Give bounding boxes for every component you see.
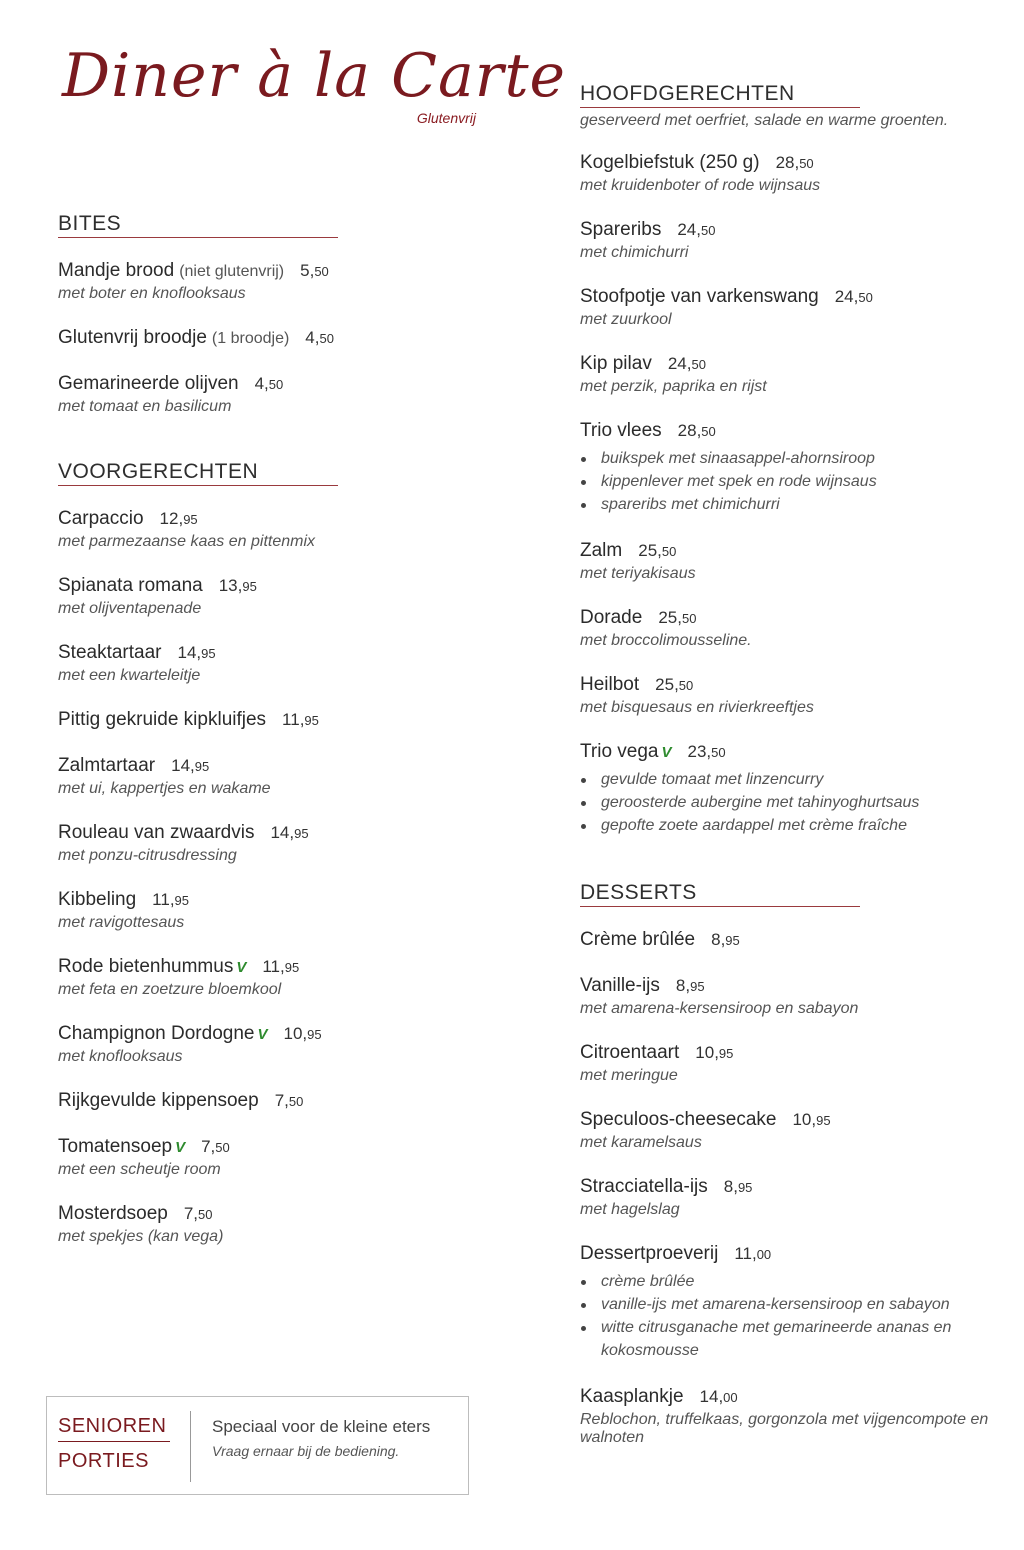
menu-section	[580, 82, 1000, 837]
senior-text-line2: Vraag ernaar bij de bediening.	[212, 1443, 400, 1459]
item-price	[152, 890, 189, 910]
item-name: Steaktartaar	[58, 642, 162, 663]
item-name: Kogelbiefstuk (250 g)	[580, 152, 760, 173]
bullet-item: spareribs met chimichurri	[580, 493, 1000, 516]
item-line	[580, 741, 1000, 763]
bullet-item: buikspek met sinaasappel-ahornsiroop	[580, 447, 1000, 470]
item-description: met kruidenboter of rode wijnsaus	[580, 177, 821, 194]
menu-section	[58, 212, 478, 416]
item-name: Citroentaart	[580, 1042, 680, 1063]
item-name: Mosterdsoep	[58, 1203, 168, 1224]
item-price	[700, 1387, 738, 1407]
price-euros: 7,	[274, 1091, 289, 1110]
price-cents: 95	[201, 646, 216, 661]
item-name: Trio vega	[580, 741, 659, 762]
menu-item	[580, 1042, 1000, 1085]
price-euros: 11,	[152, 890, 175, 909]
price-euros: 7,	[183, 1204, 199, 1223]
item-price	[688, 742, 726, 762]
price-cents: 00	[723, 1390, 738, 1405]
item-line	[58, 260, 478, 282]
item-price	[695, 1043, 733, 1063]
item-description: met een kwarteleitje	[58, 667, 201, 684]
item-name: Champignon Dordogne	[58, 1023, 255, 1044]
price-euros: 13,	[218, 576, 243, 595]
price-cents: 95	[690, 979, 705, 994]
item-description: met ui, kappertjes en wakame	[58, 780, 271, 797]
menu-item	[580, 1109, 1000, 1152]
item-line	[580, 1176, 1000, 1198]
price-cents: 50	[314, 264, 329, 279]
menu-item	[580, 286, 1000, 329]
menu-item	[58, 956, 478, 999]
item-line	[58, 822, 478, 844]
price-euros: 14,	[270, 823, 295, 842]
price-cents: 50	[701, 424, 716, 439]
item-name: Glutenvrij broodje	[58, 327, 207, 348]
senior-label-line2: PORTIES	[58, 1450, 149, 1472]
item-name: Heilbot	[580, 674, 640, 695]
leaf-v-icon: V	[175, 1139, 186, 1156]
menu-item	[58, 508, 478, 551]
price-cents: 50	[319, 331, 334, 346]
item-description: Reblochon, truffelkaas, gorgonzola met vijgencompote en walnoten	[580, 1411, 989, 1446]
item-description: met boter en knoflooksaus	[58, 285, 246, 302]
item-name: Spianata romana	[58, 575, 203, 596]
item-name: Rouleau van zwaardvis	[58, 822, 255, 843]
price-cents: 95	[284, 960, 300, 975]
item-line	[580, 607, 1000, 629]
menu-item	[580, 975, 1000, 1018]
item-name: Carpaccio	[58, 508, 144, 529]
item-price	[184, 1204, 213, 1224]
item-line	[580, 286, 1000, 308]
item-price	[160, 509, 198, 529]
left-column	[58, 212, 478, 1290]
item-line	[580, 420, 1000, 442]
item-line	[580, 975, 1000, 997]
item-list	[580, 929, 1000, 1447]
item-name: Tomatensoep	[58, 1136, 173, 1157]
price-euros: 25,	[655, 675, 679, 694]
item-name: Zalm	[580, 540, 623, 561]
item-note: (1 broodje)	[211, 330, 290, 347]
item-price	[724, 1177, 753, 1197]
item-price	[282, 710, 319, 730]
price-cents: 95	[307, 1027, 322, 1042]
price-cents: 50	[661, 544, 677, 559]
item-price	[678, 421, 716, 441]
item-name: Rode bietenhummus	[58, 956, 234, 977]
price-cents: 95	[174, 893, 190, 908]
item-name: Stracciatella-ijs	[580, 1176, 708, 1197]
price-euros: 10,	[283, 1024, 308, 1043]
item-price	[776, 153, 814, 173]
item-description: met broccolimousseline.	[580, 632, 752, 649]
item-name: Stoofpotje van varkenswang	[580, 286, 819, 307]
item-price	[677, 220, 715, 240]
section-note: geserveerd met oerfriet, salade en warme groenten.	[580, 112, 949, 129]
item-line	[580, 540, 1000, 562]
item-name: Dorade	[580, 607, 643, 628]
item-description: met hagelslag	[580, 1201, 680, 1218]
menu-item	[580, 353, 1000, 396]
price-cents: 50	[198, 1207, 213, 1222]
item-price	[178, 643, 216, 663]
price-euros: 28,	[677, 421, 702, 440]
item-price	[171, 756, 209, 776]
menu-item	[580, 607, 1000, 650]
item-note: (niet glutenvrij)	[179, 263, 285, 280]
item-name: Zalmtartaar	[58, 755, 156, 776]
menu-item	[580, 152, 1000, 195]
price-euros: 24,	[834, 287, 859, 306]
menu-header	[62, 41, 567, 136]
price-euros: 25,	[638, 541, 662, 560]
price-euros: 4,	[254, 374, 269, 393]
price-euros: 12,	[159, 509, 184, 528]
item-price	[255, 374, 284, 394]
menu-item	[58, 755, 478, 798]
item-list	[58, 508, 478, 1246]
price-cents: 95	[816, 1113, 831, 1128]
item-name: Pittig gekruide kipkluifjes	[58, 709, 267, 730]
item-description: met knoflooksaus	[58, 1048, 183, 1065]
senior-text-line1: Speciaal voor de kleine eters	[212, 1417, 431, 1436]
bullet-item: crème brûlée	[580, 1270, 1000, 1293]
item-price	[275, 1091, 304, 1111]
menu-item	[58, 260, 478, 303]
price-cents: 95	[725, 933, 740, 948]
price-euros: 8,	[711, 930, 726, 949]
item-line	[58, 508, 478, 530]
item-price	[262, 957, 299, 977]
price-cents: 50	[288, 1094, 304, 1109]
item-line	[58, 327, 478, 349]
item-line	[58, 755, 478, 777]
item-line	[580, 674, 1000, 696]
price-euros: 14,	[171, 756, 195, 775]
item-price	[283, 1024, 321, 1044]
menu-title: Diner à la Carte	[62, 41, 567, 111]
bullet-item: geroosterde aubergine met tahinyoghurtsaus	[580, 791, 1000, 814]
item-description: met teriyakisaus	[580, 565, 696, 582]
item-line	[580, 353, 1000, 375]
item-description: met karamelsaus	[580, 1134, 702, 1151]
menu-item	[580, 674, 1000, 717]
item-line	[58, 956, 478, 978]
menu-item	[580, 540, 1000, 583]
item-name: Rijkgevulde kippensoep	[58, 1090, 259, 1111]
item-line	[580, 1386, 1000, 1408]
menu-item	[58, 1023, 478, 1066]
item-description: met een scheutje room	[58, 1161, 221, 1178]
menu-item	[580, 1243, 1000, 1362]
item-description: met ravigottesaus	[58, 914, 185, 931]
item-name: Vanille-ijs	[580, 975, 660, 996]
price-cents: 95	[294, 826, 309, 841]
menu-item	[58, 642, 478, 685]
menu-subtitle: Glutenvrij	[416, 110, 476, 126]
item-description: met olijventapenade	[58, 600, 202, 617]
price-cents: 95	[718, 1046, 734, 1061]
item-price	[270, 823, 308, 843]
item-line	[580, 1109, 1000, 1131]
item-description: met perzik, paprika en rijst	[580, 378, 767, 395]
menu-section	[580, 881, 1000, 1447]
item-line	[580, 219, 1000, 241]
price-cents: 95	[242, 579, 257, 594]
item-price	[201, 1137, 230, 1157]
price-euros: 8,	[675, 976, 691, 995]
bullet-item: witte citrusganache met gemarineerde ananas en kokosmousse	[580, 1316, 1000, 1362]
menu-item	[58, 889, 478, 932]
item-name: Kibbeling	[58, 889, 137, 910]
price-euros: 10,	[695, 1043, 719, 1062]
item-price	[734, 1244, 771, 1264]
menu-item	[580, 929, 1000, 951]
bullet-item: vanille-ijs met amarena-kersensiroop en sabayon	[580, 1293, 1000, 1316]
price-euros: 7,	[201, 1137, 216, 1156]
price-euros: 11,	[262, 957, 285, 976]
menu-item	[58, 373, 478, 416]
item-price	[655, 675, 693, 695]
item-bullets	[580, 1270, 1000, 1362]
item-line	[58, 889, 478, 911]
menu-item	[58, 1136, 478, 1179]
item-price	[676, 976, 705, 996]
menu-item	[58, 327, 478, 349]
section-heading: VOORGERECHTEN	[58, 460, 338, 486]
price-euros: 11,	[734, 1244, 757, 1263]
item-list	[58, 260, 478, 416]
item-price	[305, 328, 334, 348]
item-name: Gemarineerde olijven	[58, 373, 239, 394]
item-line	[580, 1042, 1000, 1064]
item-line	[58, 1023, 478, 1045]
menu-item	[58, 1203, 478, 1246]
section-heading: HOOFDGERECHTEN	[580, 82, 860, 108]
item-line	[580, 1243, 1000, 1265]
price-euros: 8,	[723, 1177, 738, 1196]
item-line	[58, 709, 478, 731]
item-price	[835, 287, 873, 307]
menu-item	[58, 575, 478, 618]
price-cents: 50	[691, 357, 706, 372]
item-line	[58, 1203, 478, 1225]
item-description: met ponzu-citrusdressing	[58, 847, 237, 864]
price-cents: 50	[681, 611, 697, 626]
item-description: met meringue	[580, 1067, 678, 1084]
leaf-v-icon: V	[257, 1026, 268, 1043]
price-cents: 50	[215, 1140, 230, 1155]
item-name: Dessertproeverij	[580, 1243, 719, 1264]
item-description: met spekjes (kan vega)	[58, 1228, 224, 1245]
item-name: Speculoos-cheesecake	[580, 1109, 777, 1130]
price-cents: 50	[678, 678, 694, 693]
section-heading: BITES	[58, 212, 338, 238]
item-description: met bisquesaus en rivierkreeftjes	[580, 699, 814, 716]
price-euros: 14,	[177, 643, 202, 662]
menu-section	[58, 460, 478, 1246]
item-description: met zuurkool	[580, 311, 672, 328]
item-name: Kip pilav	[580, 353, 652, 374]
item-price	[711, 930, 740, 950]
section-heading: DESSERTS	[580, 881, 860, 907]
price-cents: 50	[700, 223, 716, 238]
item-line	[580, 152, 1000, 174]
item-price	[668, 354, 706, 374]
price-cents: 50	[799, 156, 814, 171]
price-euros: 24,	[677, 220, 701, 239]
item-name: Spareribs	[580, 219, 662, 240]
item-price	[219, 576, 257, 596]
price-cents: 50	[711, 745, 726, 760]
item-list	[580, 152, 1000, 837]
price-cents: 00	[756, 1247, 772, 1262]
bullet-item: gevulde tomaat met linzencurry	[580, 768, 1000, 791]
menu-item	[580, 219, 1000, 262]
item-line	[58, 373, 478, 395]
item-name: Trio vlees	[580, 420, 662, 441]
item-line	[58, 575, 478, 597]
price-euros: 5,	[300, 261, 315, 280]
price-cents: 95	[737, 1180, 753, 1195]
senior-label-line1: SENIOREN	[58, 1415, 170, 1442]
menu-item	[580, 1176, 1000, 1219]
senior-divider	[190, 1411, 191, 1482]
item-price	[300, 261, 329, 281]
price-euros: 24,	[667, 354, 692, 373]
item-line	[58, 1090, 478, 1112]
item-bullets	[580, 768, 1000, 837]
item-description: met parmezaanse kaas en pittenmix	[58, 533, 316, 550]
menu-item	[58, 822, 478, 865]
price-cents: 95	[304, 713, 319, 728]
price-cents: 95	[183, 512, 198, 527]
item-price	[792, 1110, 830, 1130]
price-euros: 25,	[658, 608, 682, 627]
price-euros: 11,	[282, 710, 305, 729]
item-description: met tomaat en basilicum	[58, 398, 232, 415]
item-line	[580, 929, 1000, 951]
price-cents: 95	[194, 759, 210, 774]
item-line	[58, 642, 478, 664]
price-cents: 50	[858, 290, 873, 305]
item-description: met chimichurri	[580, 244, 689, 261]
senior-portions-label	[58, 1415, 170, 1473]
item-name: Mandje brood	[58, 260, 175, 281]
menu-item	[580, 1386, 1000, 1447]
menu-item	[58, 1090, 478, 1112]
senior-portions-box	[46, 1396, 469, 1495]
menu-item	[580, 420, 1000, 516]
senior-portions-text	[212, 1417, 430, 1459]
leaf-v-icon: V	[661, 744, 672, 761]
price-euros: 23,	[687, 742, 712, 761]
menu-item	[58, 709, 478, 731]
right-column	[580, 82, 1000, 1491]
bullet-item: kippenlever met spek en rode wijnsaus	[580, 470, 1000, 493]
item-name: Crème brûlée	[580, 929, 696, 950]
price-cents: 50	[268, 377, 284, 392]
price-euros: 28,	[775, 153, 800, 172]
item-description: met amarena-kersensiroop en sabayon	[580, 1000, 859, 1017]
bullet-item: gepofte zoete aardappel met crème fraîche	[580, 814, 1000, 837]
leaf-v-icon: V	[236, 959, 247, 976]
menu-item	[580, 741, 1000, 837]
price-euros: 10,	[792, 1110, 817, 1129]
item-line	[58, 1136, 478, 1158]
price-euros: 4,	[305, 328, 320, 347]
item-bullets	[580, 447, 1000, 516]
item-price	[638, 541, 676, 561]
item-name: Kaasplankje	[580, 1386, 684, 1407]
price-euros: 14,	[699, 1387, 724, 1406]
item-description: met feta en zoetzure bloemkool	[58, 981, 282, 998]
item-price	[658, 608, 696, 628]
